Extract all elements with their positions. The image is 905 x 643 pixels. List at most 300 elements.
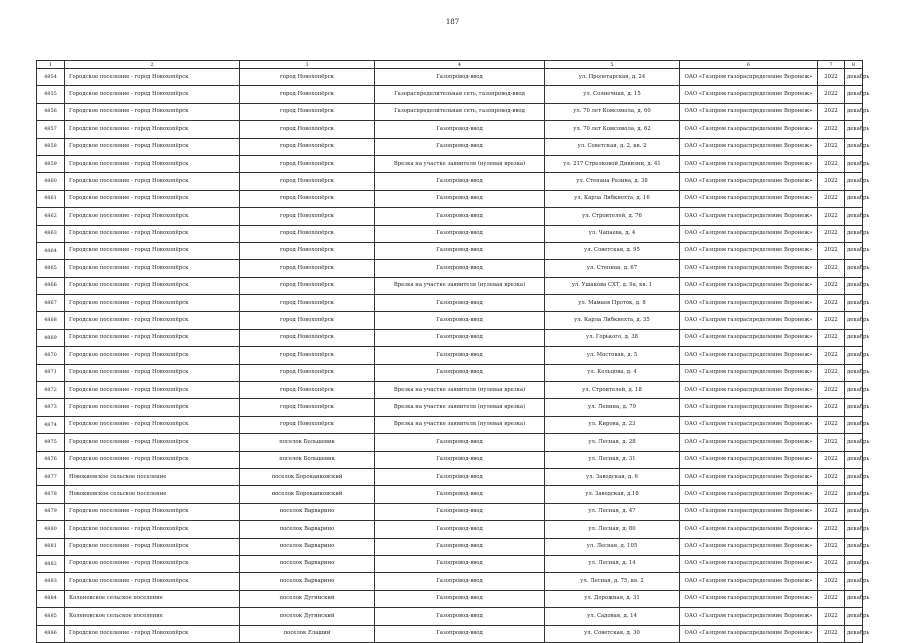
row-number: 4863	[37, 225, 65, 242]
header-row	[37, 61, 863, 69]
locality-cell: город Новохопёрск	[240, 277, 375, 294]
address-cell: ул. Лесная, д. 31	[545, 451, 680, 468]
table-row	[37, 625, 863, 642]
settlement-cell: Городское поселение - город Новохопёрск	[65, 155, 240, 172]
month-cell: декабрь	[845, 86, 863, 103]
row-number: 4867	[37, 295, 65, 312]
address-cell: ул. Чапаева, д. 4	[545, 225, 680, 242]
locality-cell: город Новохопёрск	[240, 329, 375, 346]
settlement-cell: Городское поселение - город Новохопёрск	[65, 364, 240, 381]
object-cell: Газораспределительная сеть, газопровод-ввод	[375, 103, 545, 120]
organization-cell: ОАО «Газпром газораспределение Воронеж»	[680, 347, 818, 364]
row-number: 4876	[37, 451, 65, 468]
object-cell: Газопровод-ввод	[375, 225, 545, 242]
row-number: 4870	[37, 347, 65, 364]
gasification-table	[36, 60, 870, 643]
settlement-cell: Коленовское сельское поселение	[65, 608, 240, 625]
month-cell: декабрь	[845, 434, 863, 451]
object-cell: Газопровод-ввод	[375, 521, 545, 538]
address-cell: ул. Лесная, д. 28	[545, 434, 680, 451]
year-cell: 2022	[818, 208, 845, 225]
year-cell: 2022	[818, 625, 845, 642]
locality-cell: поселок Варварино	[240, 573, 375, 590]
month-cell: декабрь	[845, 347, 863, 364]
month-cell: декабрь	[845, 555, 863, 572]
organization-cell: ОАО «Газпром газораспределение Воронеж»	[680, 103, 818, 120]
object-cell: Врезка на участке заявителя (нулевая врезка)	[375, 277, 545, 294]
month-cell: декабрь	[845, 608, 863, 625]
settlement-cell: Городское поселение - город Новохопёрск	[65, 225, 240, 242]
month-cell: декабрь	[845, 625, 863, 642]
object-cell: Газопровод-ввод	[375, 347, 545, 364]
row-number: 4873	[37, 399, 65, 416]
year-cell: 2022	[818, 173, 845, 190]
locality-cell: поселок Варварино	[240, 555, 375, 572]
organization-cell: ОАО «Газпром газораспределение Воронеж»	[680, 468, 818, 485]
column-header: 8	[845, 61, 863, 69]
object-cell: Врезка на участке заявителя (нулевая врезка)	[375, 416, 545, 433]
object-cell: Газопровод-ввод	[375, 538, 545, 555]
organization-cell: ОАО «Газпром газораспределение Воронеж»	[680, 155, 818, 172]
table-row	[37, 329, 863, 346]
table-row	[37, 225, 863, 242]
month-cell: декабрь	[845, 382, 863, 399]
year-cell: 2022	[818, 155, 845, 172]
address-cell: ул. Советская, д. 2, кв. 2	[545, 138, 680, 155]
object-cell: Газопровод-ввод	[375, 69, 545, 86]
settlement-cell: Городское поселение - город Новохопёрск	[65, 382, 240, 399]
year-cell: 2022	[818, 468, 845, 485]
month-cell: декабрь	[845, 312, 863, 329]
settlement-cell: Городское поселение - город Новохопёрск	[65, 573, 240, 590]
row-number: 4859	[37, 155, 65, 172]
month-cell: декабрь	[845, 190, 863, 207]
organization-cell: ОАО «Газпром газораспределение Воронеж»	[680, 416, 818, 433]
organization-cell: ОАО «Газпром газораспределение Воронеж»	[680, 225, 818, 242]
month-cell: декабрь	[845, 225, 863, 242]
table-row	[37, 468, 863, 485]
row-number: 4884	[37, 590, 65, 607]
settlement-cell: Городское поселение - город Новохопёрск	[65, 312, 240, 329]
organization-cell: ОАО «Газпром газораспределение Воронеж»	[680, 329, 818, 346]
organization-cell: ОАО «Газпром газораспределение Воронеж»	[680, 521, 818, 538]
row-number: 4856	[37, 103, 65, 120]
row-number: 4866	[37, 277, 65, 294]
settlement-cell: Городское поселение - город Новохопёрск	[65, 208, 240, 225]
column-header: 5	[545, 61, 680, 69]
settlement-cell: Городское поселение - город Новохопёрск	[65, 434, 240, 451]
address-cell: ул. Солнечная, д. 15	[545, 86, 680, 103]
year-cell: 2022	[818, 555, 845, 572]
month-cell: декабрь	[845, 208, 863, 225]
table-row	[37, 503, 863, 520]
locality-cell: город Новохопёрск	[240, 347, 375, 364]
organization-cell: ОАО «Газпром газораспределение Воронеж»	[680, 608, 818, 625]
locality-cell: поселок Елаший	[240, 625, 375, 642]
row-number: 4854	[37, 69, 65, 86]
month-cell: декабрь	[845, 242, 863, 259]
table-row	[37, 521, 863, 538]
year-cell: 2022	[818, 260, 845, 277]
locality-cell: город Новохопёрск	[240, 86, 375, 103]
address-cell: ул. Карла Либкнехта, д. 16	[545, 190, 680, 207]
year-cell: 2022	[818, 399, 845, 416]
column-header: 3	[240, 61, 375, 69]
year-cell: 2022	[818, 364, 845, 381]
table-row	[37, 312, 863, 329]
table-row	[37, 608, 863, 625]
table-row	[37, 399, 863, 416]
settlement-cell: Городское поселение - город Новохопёрск	[65, 242, 240, 259]
object-cell: Газопровод-ввод	[375, 138, 545, 155]
settlement-cell: Городское поселение - город Новохопёрск	[65, 416, 240, 433]
locality-cell: город Новохопёрск	[240, 312, 375, 329]
row-number: 4885	[37, 608, 65, 625]
locality-cell: город Новохопёрск	[240, 382, 375, 399]
table-row	[37, 416, 863, 433]
column-header: 2	[65, 61, 240, 69]
address-cell: ул. Степная, д. 67	[545, 260, 680, 277]
organization-cell: ОАО «Газпром газораспределение Воронеж»	[680, 277, 818, 294]
column-header: 4	[375, 61, 545, 69]
organization-cell: ОАО «Газпром газораспределение Воронеж»	[680, 503, 818, 520]
locality-cell: город Новохопёрск	[240, 225, 375, 242]
organization-cell: ОАО «Газпром газораспределение Воронеж»	[680, 451, 818, 468]
locality-cell: город Новохопёрск	[240, 138, 375, 155]
month-cell: декабрь	[845, 538, 863, 555]
settlement-cell: Городское поселение - город Новохопёрск	[65, 399, 240, 416]
organization-cell: ОАО «Газпром газораспределение Воронеж»	[680, 434, 818, 451]
table-row	[37, 69, 863, 86]
organization-cell: ОАО «Газпром газораспределение Воронеж»	[680, 242, 818, 259]
month-cell: декабрь	[845, 503, 863, 520]
settlement-cell: Городское поселение - город Новохопёрск	[65, 538, 240, 555]
locality-cell: город Новохопёрск	[240, 121, 375, 138]
month-cell: декабрь	[845, 277, 863, 294]
row-number: 4878	[37, 486, 65, 503]
organization-cell: ОАО «Газпром газораспределение Воронеж»	[680, 399, 818, 416]
row-number: 4875	[37, 434, 65, 451]
year-cell: 2022	[818, 590, 845, 607]
organization-cell: ОАО «Газпром газораспределение Воронеж»	[680, 573, 818, 590]
locality-cell: поселок Бороканковский	[240, 468, 375, 485]
object-cell: Газопровод-ввод	[375, 364, 545, 381]
object-cell: Врезка на участке заявителя (нулевая врезка)	[375, 399, 545, 416]
year-cell: 2022	[818, 573, 845, 590]
month-cell: декабрь	[845, 451, 863, 468]
table-row	[37, 190, 863, 207]
row-number: 4861	[37, 190, 65, 207]
year-cell: 2022	[818, 347, 845, 364]
table-row	[37, 451, 863, 468]
month-cell: декабрь	[845, 364, 863, 381]
address-cell: ул. 70 лет Комсомола, д. 60	[545, 103, 680, 120]
organization-cell: ОАО «Газпром газораспределение Воронеж»	[680, 312, 818, 329]
object-cell: Газопровод-ввод	[375, 468, 545, 485]
year-cell: 2022	[818, 521, 845, 538]
address-cell: ул. Ленина, д. 79	[545, 399, 680, 416]
address-cell: ул. Карла Либкнехта, д. 35	[545, 312, 680, 329]
locality-cell: город Новохопёрск	[240, 364, 375, 381]
address-cell: ул. Лесная, д. 105	[545, 538, 680, 555]
month-cell: декабрь	[845, 69, 863, 86]
locality-cell: город Новохопёрск	[240, 295, 375, 312]
row-number: 4877	[37, 468, 65, 485]
address-cell: ул. Лесная, д. 14	[545, 555, 680, 572]
locality-cell: поселок Дугинский	[240, 590, 375, 607]
organization-cell: ОАО «Газпром газораспределение Воронеж»	[680, 190, 818, 207]
column-header: 7	[818, 61, 845, 69]
month-cell: декабрь	[845, 590, 863, 607]
locality-cell: город Новохопёрск	[240, 103, 375, 120]
locality-cell: город Новохопёрск	[240, 399, 375, 416]
object-cell: Газопровод-ввод	[375, 486, 545, 503]
table-row	[37, 573, 863, 590]
year-cell: 2022	[818, 277, 845, 294]
object-cell: Газопровод-ввод	[375, 625, 545, 642]
year-cell: 2022	[818, 382, 845, 399]
locality-cell: поселок Бороканковский	[240, 486, 375, 503]
year-cell: 2022	[818, 416, 845, 433]
address-cell: ул. Заводская, д. 6	[545, 468, 680, 485]
address-cell: ул. Кольцова, д. 4	[545, 364, 680, 381]
settlement-cell: Городское поселение - город Новохопёрск	[65, 86, 240, 103]
table-row	[37, 347, 863, 364]
month-cell: декабрь	[845, 121, 863, 138]
year-cell: 2022	[818, 434, 845, 451]
table-row	[37, 590, 863, 607]
organization-cell: ОАО «Газпром газораспределение Воронеж»	[680, 208, 818, 225]
locality-cell: город Новохопёрск	[240, 69, 375, 86]
year-cell: 2022	[818, 86, 845, 103]
address-cell: ул. Строителей, д. 76	[545, 208, 680, 225]
address-cell: ул. Дорожная, д. 31	[545, 590, 680, 607]
locality-cell: поселок Большевик	[240, 434, 375, 451]
object-cell: Газопровод-ввод	[375, 590, 545, 607]
row-number: 4862	[37, 208, 65, 225]
year-cell: 2022	[818, 503, 845, 520]
month-cell: декабрь	[845, 103, 863, 120]
object-cell: Газопровод-ввод	[375, 121, 545, 138]
object-cell: Газопровод-ввод	[375, 451, 545, 468]
address-cell: ул. Лесная, д. 75, кв. 2	[545, 573, 680, 590]
object-cell: Газопровод-ввод	[375, 608, 545, 625]
year-cell: 2022	[818, 538, 845, 555]
locality-cell: город Новохопёрск	[240, 155, 375, 172]
settlement-cell: Городское поселение - город Новохопёрск	[65, 103, 240, 120]
object-cell: Газопровод-ввод	[375, 434, 545, 451]
table-row	[37, 86, 863, 103]
row-number: 4886	[37, 625, 65, 642]
object-cell: Газораспределительная сеть, газопровод-ввод	[375, 86, 545, 103]
settlement-cell: Городское поселение - город Новохопёрск	[65, 555, 240, 572]
settlement-cell: Городское поселение - город Новохопёрск	[65, 121, 240, 138]
settlement-cell: Городское поселение - город Новохопёрск	[65, 69, 240, 86]
year-cell: 2022	[818, 295, 845, 312]
page-number: 187	[445, 18, 460, 26]
year-cell: 2022	[818, 121, 845, 138]
month-cell: декабрь	[845, 521, 863, 538]
year-cell: 2022	[818, 242, 845, 259]
settlement-cell: Городское поселение - город Новохопёрск	[65, 190, 240, 207]
organization-cell: ОАО «Газпром газораспределение Воронеж»	[680, 173, 818, 190]
row-number: 4871	[37, 364, 65, 381]
locality-cell: город Новохопёрск	[240, 208, 375, 225]
settlement-cell: Городское поселение - город Новохопёрск	[65, 260, 240, 277]
year-cell: 2022	[818, 69, 845, 86]
address-cell: ул. Лесная, д. 47	[545, 503, 680, 520]
settlement-cell: Городское поселение - город Новохопёрск	[65, 451, 240, 468]
object-cell: Газопровод-ввод	[375, 573, 545, 590]
settlement-cell: Коленовское сельское поселение	[65, 590, 240, 607]
year-cell: 2022	[818, 138, 845, 155]
address-cell: ул. Ушакова СХТ, д. 9а, кв. 1	[545, 277, 680, 294]
year-cell: 2022	[818, 608, 845, 625]
month-cell: декабрь	[845, 416, 863, 433]
row-number: 4869	[37, 329, 65, 346]
year-cell: 2022	[818, 225, 845, 242]
object-cell: Газопровод-ввод	[375, 242, 545, 259]
document-sheet	[36, 60, 870, 643]
organization-cell: ОАО «Газпром газораспределение Воронеж»	[680, 295, 818, 312]
month-cell: декабрь	[845, 173, 863, 190]
locality-cell: город Новохопёрск	[240, 173, 375, 190]
table-row	[37, 121, 863, 138]
settlement-cell: Городское поселение - город Новохопёрск	[65, 277, 240, 294]
month-cell: декабрь	[845, 295, 863, 312]
row-number: 4855	[37, 86, 65, 103]
settlement-cell: Городское поселение - город Новохопёрск	[65, 295, 240, 312]
object-cell: Врезка на участке заявителя (нулевая врезка)	[375, 382, 545, 399]
row-number: 4880	[37, 521, 65, 538]
locality-cell: город Новохопёрск	[240, 416, 375, 433]
row-number: 4879	[37, 503, 65, 520]
organization-cell: ОАО «Газпром газораспределение Воронеж»	[680, 555, 818, 572]
table-row	[37, 382, 863, 399]
month-cell: декабрь	[845, 468, 863, 485]
row-number: 4881	[37, 538, 65, 555]
object-cell: Газопровод-ввод	[375, 208, 545, 225]
table-row	[37, 486, 863, 503]
organization-cell: ОАО «Газпром газораспределение Воронеж»	[680, 260, 818, 277]
year-cell: 2022	[818, 329, 845, 346]
address-cell: ул. Мостовая, д. 5	[545, 347, 680, 364]
month-cell: декабрь	[845, 155, 863, 172]
organization-cell: ОАО «Газпром газораспределение Воронеж»	[680, 69, 818, 86]
object-cell: Врезка на участке заявителя (нулевая врезка)	[375, 155, 545, 172]
column-header: 1	[37, 61, 65, 69]
settlement-cell: Новокиевское сельское поселение	[65, 468, 240, 485]
settlement-cell: Городское поселение - город Новохопёрск	[65, 329, 240, 346]
row-number: 4860	[37, 173, 65, 190]
organization-cell: ОАО «Газпром газораспределение Воронеж»	[680, 121, 818, 138]
organization-cell: ОАО «Газпром газораспределение Воронеж»	[680, 382, 818, 399]
year-cell: 2022	[818, 486, 845, 503]
table-row	[37, 242, 863, 259]
organization-cell: ОАО «Газпром газораспределение Воронеж»	[680, 364, 818, 381]
address-cell: ул. 217 Стрелковой Дивизии, д. 41	[545, 155, 680, 172]
address-cell: ул. Пролетарская, д. 24	[545, 69, 680, 86]
settlement-cell: Городское поселение - город Новохопёрск	[65, 625, 240, 642]
table-row	[37, 364, 863, 381]
address-cell: ул. Мамаев Проток, д. 8	[545, 295, 680, 312]
table-row	[37, 277, 863, 294]
table-row	[37, 260, 863, 277]
address-cell: ул. 70 лет Комсомола, д. 62	[545, 121, 680, 138]
table-row	[37, 155, 863, 172]
table-row	[37, 208, 863, 225]
locality-cell: поселок Дугинский	[240, 608, 375, 625]
object-cell: Газопровод-ввод	[375, 555, 545, 572]
month-cell: декабрь	[845, 399, 863, 416]
row-number: 4883	[37, 573, 65, 590]
row-number: 4882	[37, 555, 65, 572]
month-cell: декабрь	[845, 138, 863, 155]
settlement-cell: Городское поселение - город Новохопёрск	[65, 503, 240, 520]
settlement-cell: Городское поселение - город Новохопёрск	[65, 138, 240, 155]
organization-cell: ОАО «Газпром газораспределение Воронеж»	[680, 486, 818, 503]
month-cell: декабрь	[845, 260, 863, 277]
month-cell: декабрь	[845, 573, 863, 590]
month-cell: декабрь	[845, 486, 863, 503]
settlement-cell: Городское поселение - город Новохопёрск	[65, 173, 240, 190]
row-number: 4874	[37, 416, 65, 433]
month-cell: декабрь	[845, 329, 863, 346]
address-cell: ул. Заводская, д.18	[545, 486, 680, 503]
address-cell: ул. Кирова, д. 23	[545, 416, 680, 433]
row-number: 4858	[37, 138, 65, 155]
object-cell: Газопровод-ввод	[375, 173, 545, 190]
table-body	[37, 69, 870, 643]
object-cell: Газопровод-ввод	[375, 295, 545, 312]
address-cell: ул. Строителей, д. 18	[545, 382, 680, 399]
organization-cell: ОАО «Газпром газораспределение Воронеж»	[680, 590, 818, 607]
year-cell: 2022	[818, 312, 845, 329]
settlement-cell: Городское поселение - город Новохопёрск	[65, 347, 240, 364]
settlement-cell: Городское поселение - город Новохопёрск	[65, 521, 240, 538]
object-cell: Газопровод-ввод	[375, 329, 545, 346]
object-cell: Газопровод-ввод	[375, 312, 545, 329]
locality-cell: поселок Варварино	[240, 521, 375, 538]
organization-cell: ОАО «Газпром газораспределение Воронеж»	[680, 86, 818, 103]
organization-cell: ОАО «Газпром газораспределение Воронеж»	[680, 138, 818, 155]
table-row	[37, 173, 863, 190]
row-number: 4864	[37, 242, 65, 259]
table-row	[37, 138, 863, 155]
address-cell: ул. Советская, д. 95	[545, 242, 680, 259]
table-row	[37, 434, 863, 451]
year-cell: 2022	[818, 451, 845, 468]
address-cell: ул. Садовая, д. 14	[545, 608, 680, 625]
row-number: 4868	[37, 312, 65, 329]
settlement-cell: Новокиевское сельское поселение	[65, 486, 240, 503]
locality-cell: город Новохопёрск	[240, 260, 375, 277]
object-cell: Газопровод-ввод	[375, 260, 545, 277]
locality-cell: поселок Варварино	[240, 538, 375, 555]
organization-cell: ОАО «Газпром газораспределение Воронеж»	[680, 625, 818, 642]
locality-cell: поселок Большевик	[240, 451, 375, 468]
object-cell: Газопровод-ввод	[375, 190, 545, 207]
locality-cell: поселок Варварино	[240, 503, 375, 520]
row-number: 4865	[37, 260, 65, 277]
year-cell: 2022	[818, 103, 845, 120]
table-row	[37, 103, 863, 120]
table-row	[37, 538, 863, 555]
organization-cell: ОАО «Газпром газораспределение Воронеж»	[680, 538, 818, 555]
table-row	[37, 295, 863, 312]
locality-cell: город Новохопёрск	[240, 242, 375, 259]
year-cell: 2022	[818, 190, 845, 207]
